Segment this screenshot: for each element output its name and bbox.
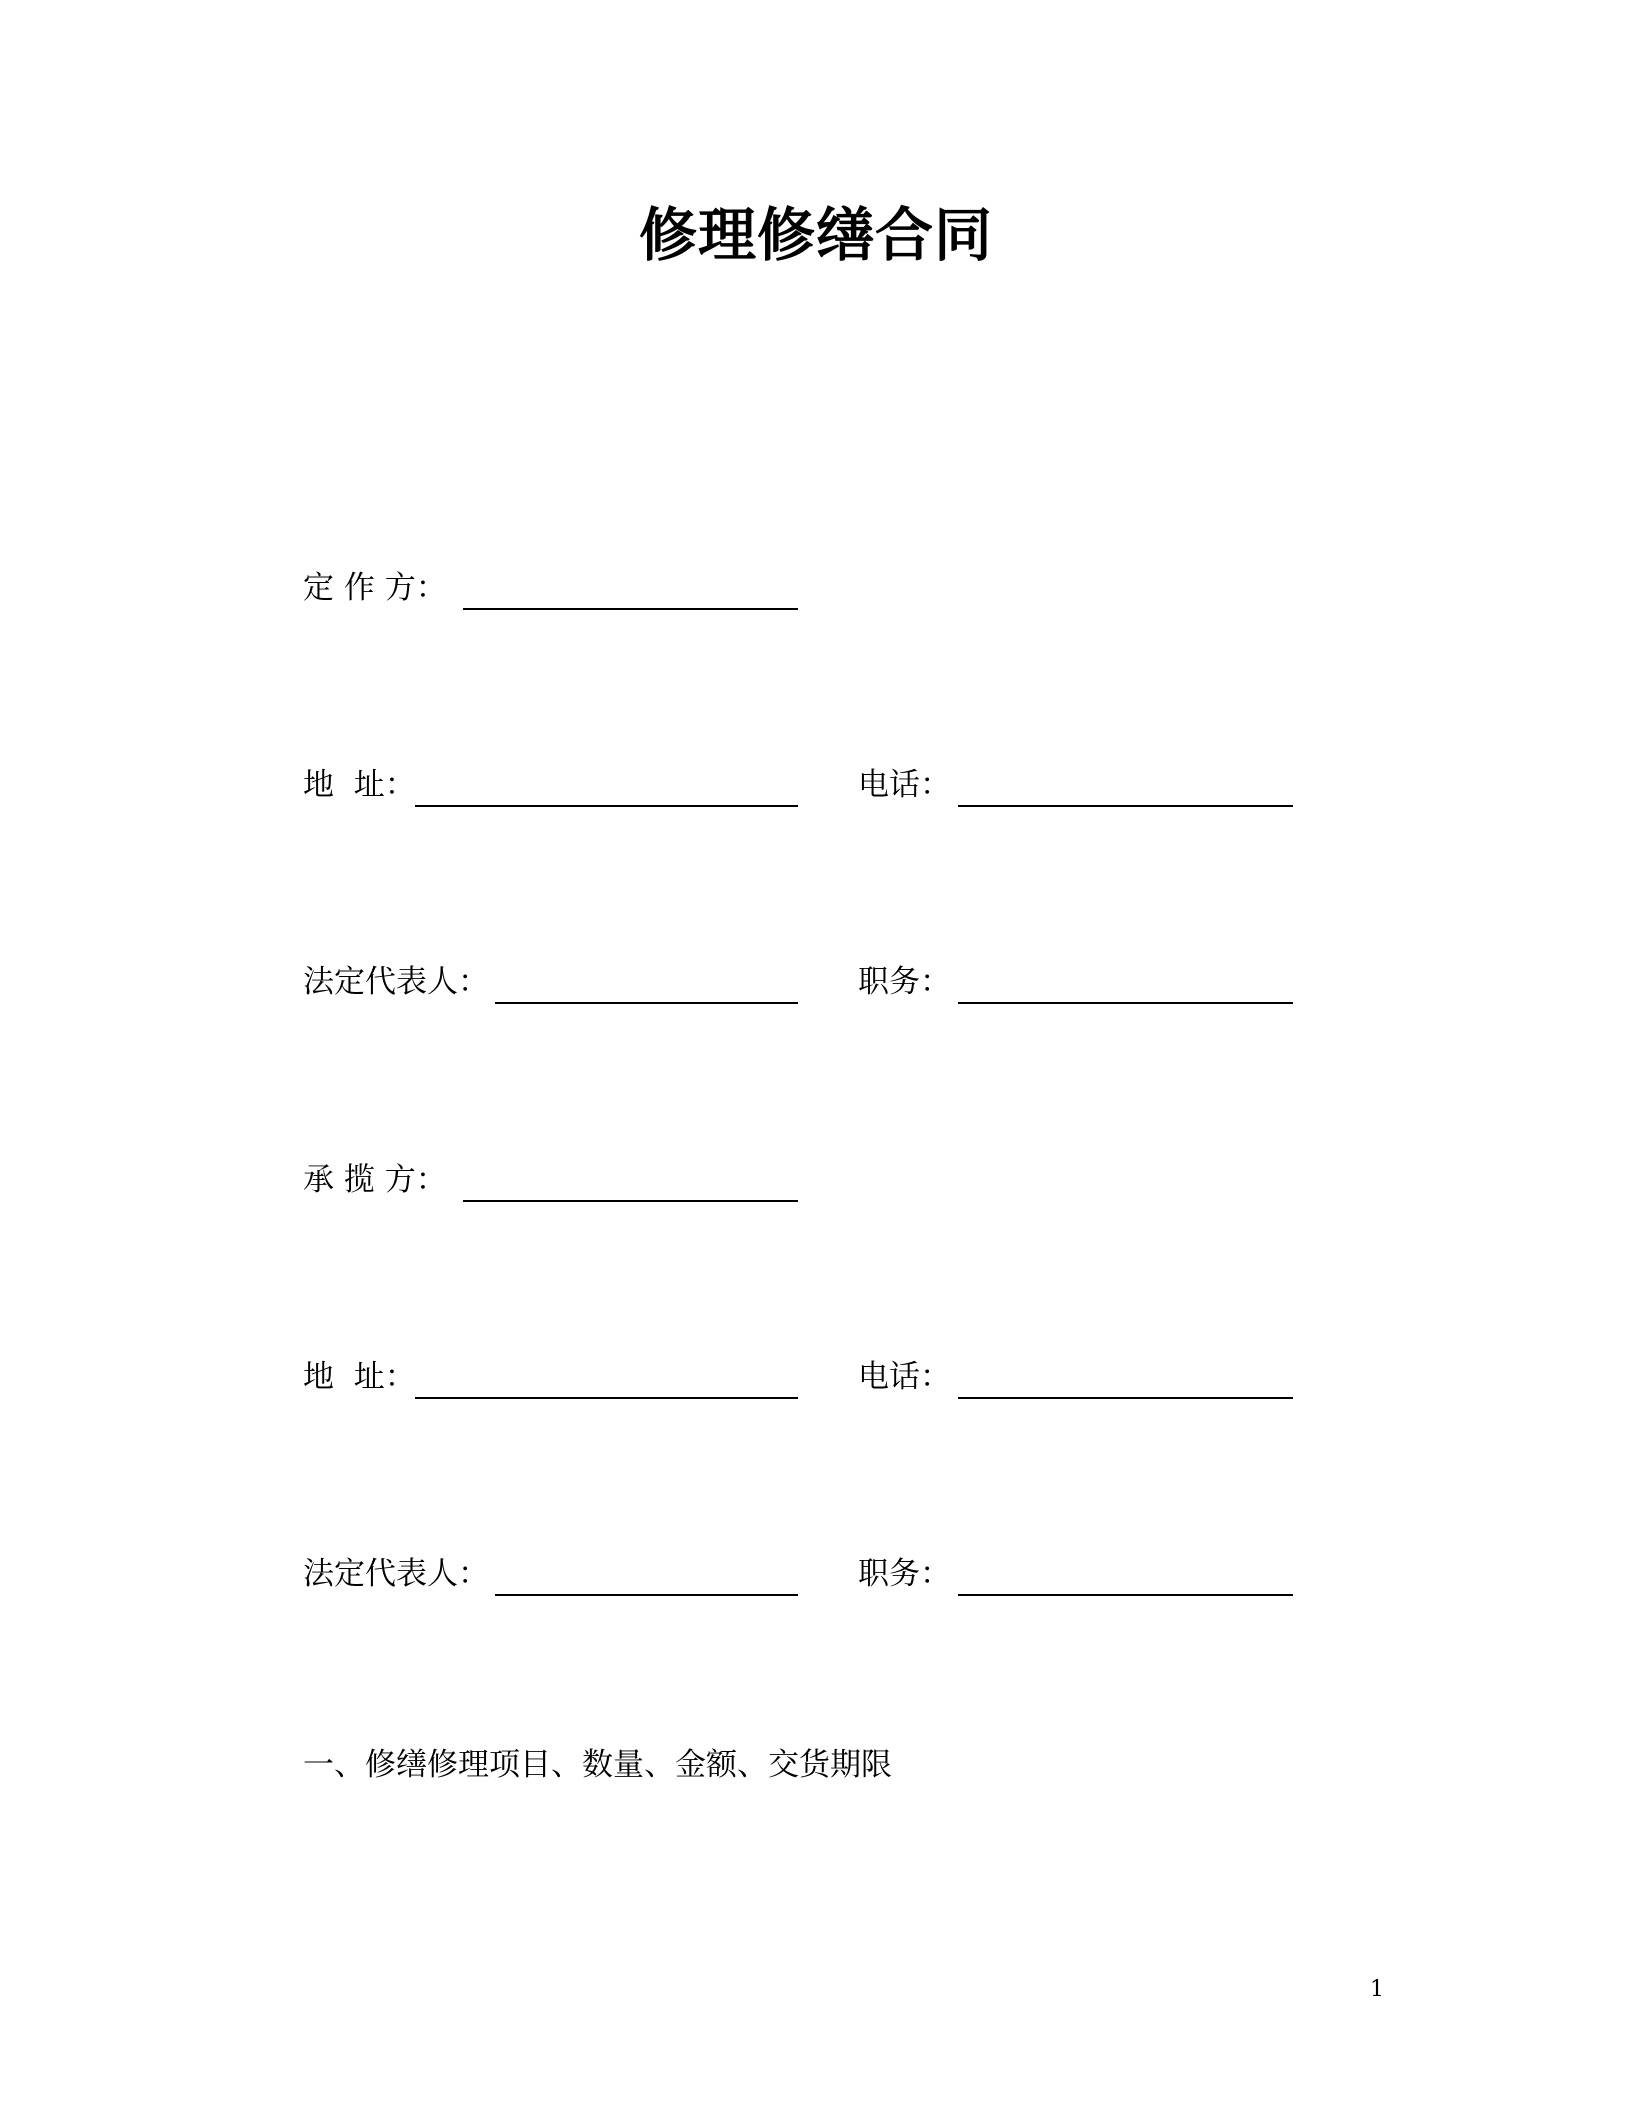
- party-b-position-field: [858, 1544, 1303, 1604]
- party-b-position-blank[interactable]: [958, 1594, 1293, 1596]
- party-a-position-field: [858, 952, 1303, 1012]
- party-a-representative-field: [303, 952, 803, 1012]
- party-b-position-label: 职务：: [858, 1556, 951, 1592]
- section-heading: 一、修缮修理项目、数量、金额、交货期限: [303, 1747, 892, 1783]
- party-b-name-row: [303, 1150, 803, 1210]
- party-b-address-label: 地 址：: [303, 1359, 416, 1395]
- party-a-name-row: [303, 558, 803, 618]
- party-b-name-label: 承 揽 方：: [303, 1162, 447, 1198]
- party-b-phone-blank[interactable]: [958, 1397, 1293, 1399]
- party-b-representative-row: [303, 1544, 1303, 1604]
- party-b-representative-blank[interactable]: [495, 1594, 798, 1596]
- party-b-address-blank[interactable]: [415, 1397, 798, 1399]
- party-a-name-blank[interactable]: [463, 608, 798, 610]
- party-a-phone-label: 电话：: [858, 767, 951, 803]
- party-b-address-field: [303, 1347, 803, 1407]
- party-b-phone-field: [858, 1347, 1303, 1407]
- party-a-address-label: 地 址：: [303, 767, 416, 803]
- party-a-address-blank[interactable]: [415, 805, 798, 807]
- party-a-phone-blank[interactable]: [958, 805, 1293, 807]
- party-a-address-field: [303, 755, 803, 815]
- party-b-representative-label: 法定代表人：: [303, 1556, 489, 1592]
- party-a-representative-label: 法定代表人：: [303, 964, 489, 1000]
- party-a-phone-field: [858, 755, 1303, 815]
- party-b-representative-field: [303, 1544, 803, 1604]
- party-b-name-field: [303, 1150, 803, 1210]
- party-a-address-row: [303, 755, 1303, 815]
- party-a-position-blank[interactable]: [958, 1002, 1293, 1004]
- party-a-name-label: 定 作 方：: [303, 570, 447, 606]
- page-title: 修理修缮合同: [638, 201, 993, 269]
- party-b-name-blank[interactable]: [463, 1200, 798, 1202]
- party-a-representative-blank[interactable]: [495, 1002, 798, 1004]
- party-a-name-field: [303, 558, 803, 618]
- party-b-phone-label: 电话：: [858, 1359, 951, 1395]
- page-number: 1: [1370, 1977, 1384, 2002]
- party-b-address-row: [303, 1347, 1303, 1407]
- party-a-representative-row: [303, 952, 1303, 1012]
- party-a-position-label: 职务：: [858, 964, 951, 1000]
